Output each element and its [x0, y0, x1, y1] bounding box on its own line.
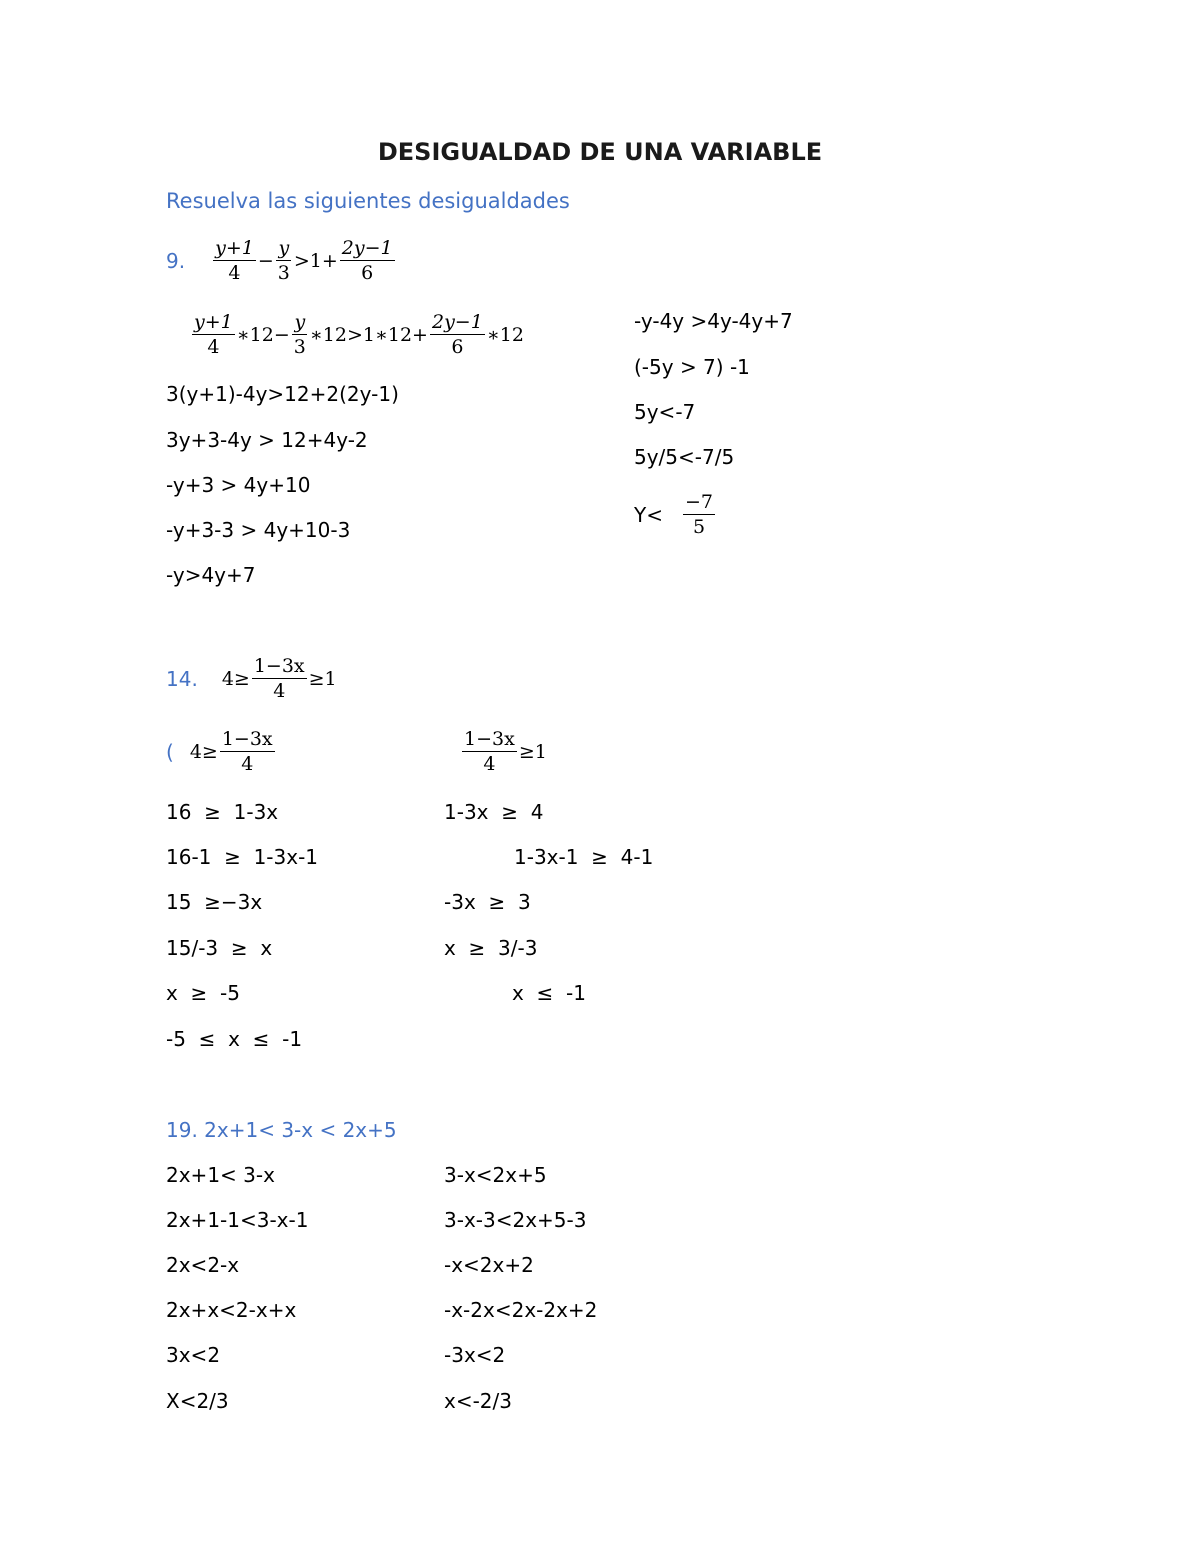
problem-14-step: x ≥ 3/-3: [444, 936, 538, 960]
problem-14-step: -3x ≥ 3: [444, 890, 531, 914]
problem-19-step: -3x<2: [444, 1343, 506, 1367]
problem-19-statement: 19. 2x+1< 3-x < 2x+5: [166, 1118, 397, 1142]
problem-9-step: 5y<-7: [634, 400, 696, 424]
problem-14-step: 16 ≥ 1-3x: [166, 800, 279, 824]
fraction: $\frac{y+1}{4}$: [194, 311, 233, 358]
problem-14-split-right: $\frac{1-3x}{4}$ ≥1: [464, 728, 547, 775]
problem-9-step: -y+3 > 4y+10: [166, 473, 311, 497]
problem-9-step: 3y+3-4y > 12+4y-2: [166, 428, 368, 452]
problem-19-result: x<-2/3: [444, 1389, 512, 1413]
problem-19-step: 2x+1-1<3-x-1: [166, 1208, 309, 1232]
problem-9-step: -y>4y+7: [166, 563, 256, 587]
problem-9-step: (-5y > 7) -1: [634, 355, 750, 379]
problem-9-step: -y+3-3 > 4y+10-3: [166, 518, 351, 542]
problem-14-step: 15/-3 ≥ x: [166, 936, 273, 960]
problem-14-step: 1-3x-1 ≥ 4-1: [514, 845, 654, 869]
fraction: $\frac{2y-1}{6}$: [341, 237, 393, 284]
problem-19-step: 2x<2-x: [166, 1253, 240, 1277]
page-title: DESIGUALDAD DE UNA VARIABLE: [377, 138, 823, 166]
problem-14-step: x ≥ -5: [166, 981, 240, 1005]
problem-9-step-multiply: $\frac{y+1}{4}$ ∗12− $\frac{y}{3}$ ∗12>1∗12+ $\frac{2y-1}{6}$ ∗12: [194, 311, 524, 358]
problem-14-split-left: ( 4≥ $\frac{1-3x}{4}$: [166, 728, 273, 775]
problem-19-result: X<2/3: [166, 1389, 229, 1413]
problem-9-step: -y-4y >4y-4y+7: [634, 309, 793, 333]
fraction: $\frac{1-3x}{4}$: [221, 728, 273, 775]
problem-19-step: 2x+1< 3-x: [166, 1163, 275, 1187]
fraction: $\frac{1-3x}{4}$: [253, 655, 305, 702]
fraction: $\frac{2y-1}{6}$: [431, 311, 483, 358]
problem-9-number: 9.: [166, 248, 186, 273]
problem-14-step: x ≤ -1: [512, 981, 586, 1005]
problem-9-step: 5y/5<-7/5: [634, 445, 735, 469]
problem-14-result: -5 ≤ x ≤ -1: [166, 1027, 303, 1051]
problem-19-step: 2x+x<2-x+x: [166, 1298, 297, 1322]
problem-19-step: -x<2x+2: [444, 1253, 534, 1277]
problem-14-step: 16-1 ≥ 1-3x-1: [166, 845, 319, 869]
fraction: $\frac{y}{3}$: [293, 311, 306, 358]
instructions: Resuelva las siguientes desigualdades: [166, 189, 570, 213]
problem-9-step: 3(y+1)-4y>12+2(2y-1): [166, 382, 399, 406]
problem-14-number: 14.: [166, 666, 198, 691]
problem-19-step: 3-x<2x+5: [444, 1163, 547, 1187]
problem-19-step: 3x<2: [166, 1343, 221, 1367]
problem-14-statement: [166, 654, 337, 703]
problem-9-statement: [166, 236, 397, 285]
fraction: $\frac{y+1}{4}$: [215, 237, 254, 284]
problem-14-step: 15 ≥−3x: [166, 890, 263, 914]
fraction: $\frac{-7}{5}$: [684, 491, 713, 538]
problem-9-equation: $\frac{y+1}{4}$ − $\frac{y}{3}$ >1+ $\frac{2y-1}{6}$: [215, 237, 393, 284]
fraction: $\frac{1-3x}{4}$: [464, 728, 515, 775]
fraction: $\frac{y}{3}$: [277, 237, 290, 284]
problem-9-result: Y< $\frac{-7}{5}$: [634, 491, 713, 538]
problem-19-step: -x-2x<2x-2x+2: [444, 1298, 598, 1322]
problem-14-equation: 4≥ $\frac{1-3x}{4}$ ≥1: [221, 655, 337, 702]
problem-14-step: 1-3x ≥ 4: [444, 800, 544, 824]
problem-19-step: 3-x-3<2x+5-3: [444, 1208, 587, 1232]
